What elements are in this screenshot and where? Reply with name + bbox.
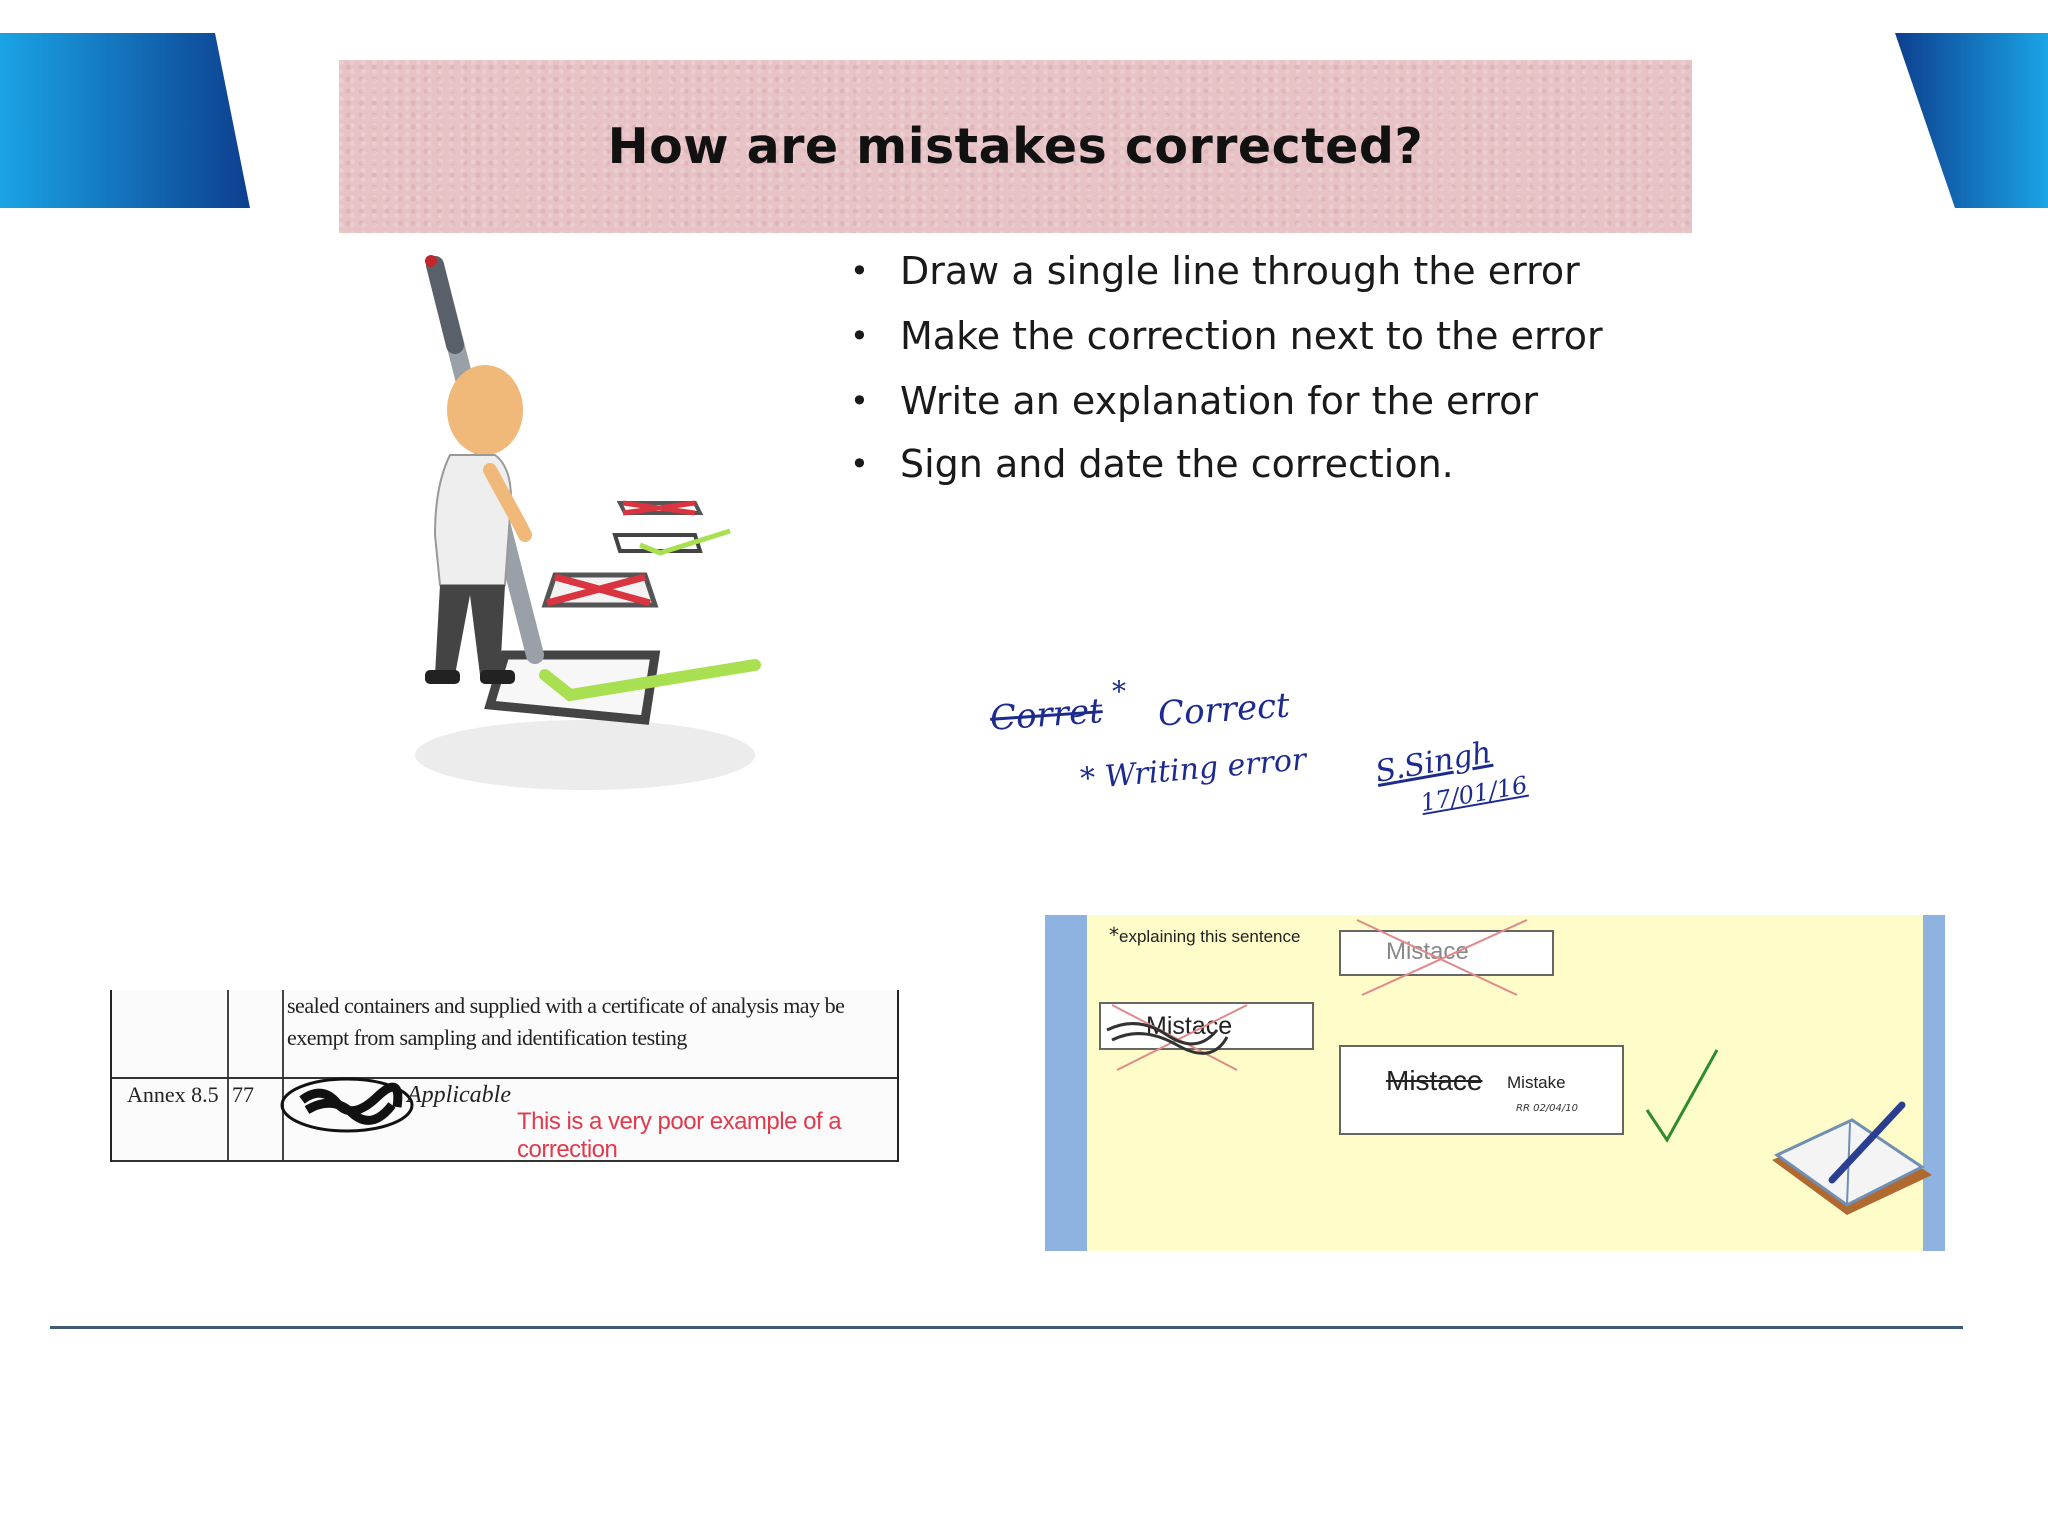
cross-icon xyxy=(1347,915,1547,1000)
corrected-box xyxy=(1339,1045,1624,1135)
checkbox-cross-icon xyxy=(620,503,700,513)
document-annex-label: Annex 8.5 xyxy=(127,1082,219,1107)
crossed-box-word: Mistace xyxy=(1386,938,1469,965)
corner-tab-left xyxy=(0,33,250,208)
explain-asterisk: * xyxy=(1109,923,1119,947)
check-mark-icon xyxy=(1642,1045,1722,1145)
handwritten-corrected-word: Correct xyxy=(1156,685,1292,735)
initials-date: RR 02/04/10 xyxy=(1516,1103,1578,1114)
handwritten-date: 17/01/16 xyxy=(1418,770,1530,818)
document-excerpt xyxy=(110,990,899,1162)
correction-example-panel xyxy=(1045,915,1945,1251)
bullet-item: • Make the correction next to the error xyxy=(850,314,1603,358)
explain-label: explaining this sentence xyxy=(1119,927,1301,946)
handwritten-asterisk: * xyxy=(1112,675,1126,708)
slide-title: How are mistakes corrected? xyxy=(607,118,1424,175)
bullet-text: Write an explanation for the error xyxy=(900,379,1539,423)
bullet-text: Sign and date the correction. xyxy=(900,442,1454,486)
handwritten-signature: S.Singh xyxy=(1372,735,1495,790)
bullet-item: • Draw a single line through the error xyxy=(850,249,1580,293)
stick-figure-icon xyxy=(425,365,525,684)
bullet-text: Make the correction next to the error xyxy=(900,314,1603,358)
scribble-circle-icon xyxy=(277,1075,417,1135)
handwritten-crossed-word: Corret xyxy=(988,691,1105,739)
bullet-text: Draw a single line through the error xyxy=(900,249,1580,293)
notebook-pen-icon xyxy=(1762,1085,1942,1230)
document-text: sealed containers and supplied with a certificate of analysis may be exempt from sampling and identification testing xyxy=(287,993,845,1050)
scribbled-word: Mistace xyxy=(1146,1012,1233,1040)
struck-word: Mistace xyxy=(1386,1065,1483,1096)
checkbox-check-icon xyxy=(490,655,755,720)
scribble-cross-icon xyxy=(1097,985,1277,1075)
bullet-list xyxy=(845,245,1705,503)
checkbox-cross-icon xyxy=(545,575,655,605)
bullet-item: • Write an explanation for the error xyxy=(850,379,1539,423)
figure-checklist-illustration xyxy=(395,255,775,795)
title-banner xyxy=(339,60,1692,233)
footer-divider xyxy=(50,1326,1963,1329)
checkbox-check-icon xyxy=(615,531,730,553)
handwritten-explanation: * Writing error xyxy=(1078,742,1308,797)
poor-example-caption: This is a very poor example of a correction xyxy=(517,1108,842,1162)
document-handwritten-word: Applicable xyxy=(407,1082,511,1108)
corner-tab-right xyxy=(1895,33,2048,208)
document-number: 77 xyxy=(232,1082,254,1107)
fixed-word: Mistake xyxy=(1507,1073,1566,1092)
bullet-item: • Sign and date the correction. xyxy=(850,442,1454,486)
